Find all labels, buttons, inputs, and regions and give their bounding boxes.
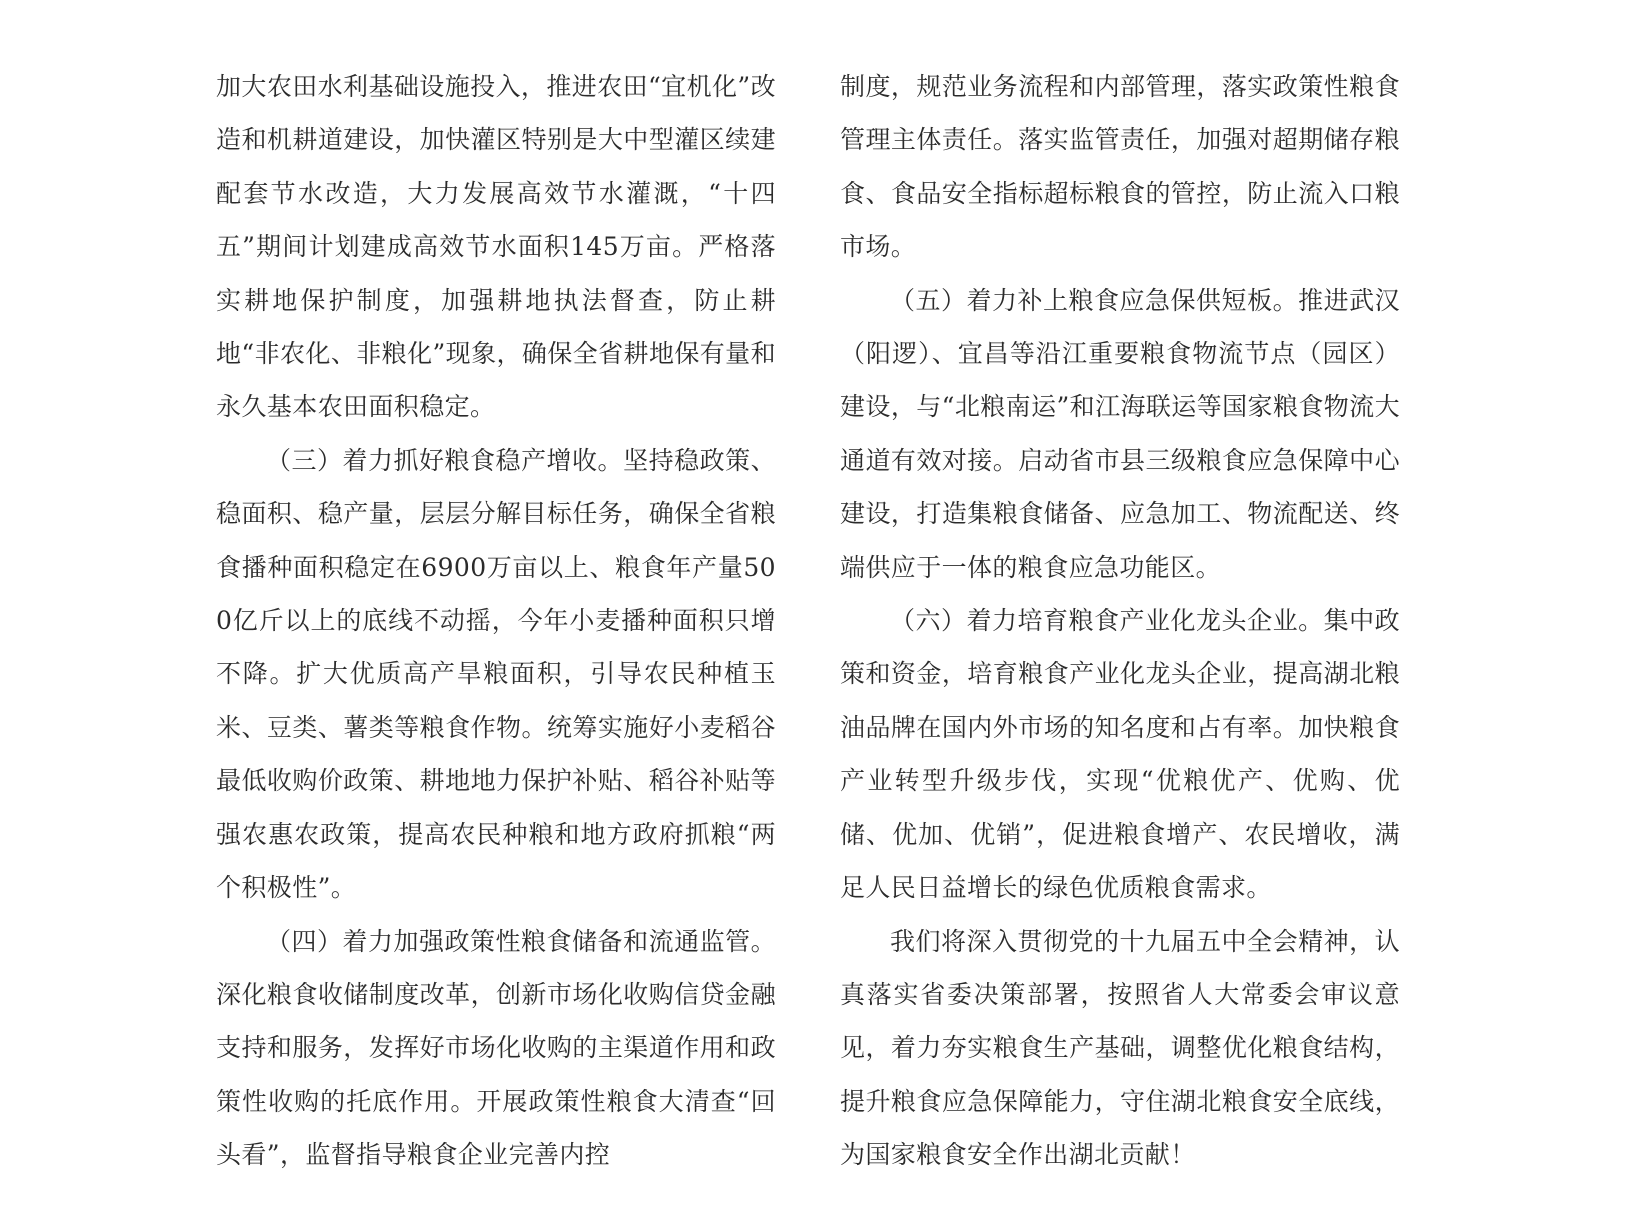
paragraph: （六）着力培育粮食产业化龙头企业。集中政策和资金，培育粮食产业化龙头企业，提高湖北粮油品牌在国内外市场的知名度和占有率。加快粮食产业转型升级步伐，实现“优粮优产、优购、优储、优加、优销”，促进粮食增产、农民增收，满足人民日益增长的绿色优质粮食需求。 (840, 606, 1400, 903)
text-column-right (840, 60, 1400, 1182)
paragraph: （四）着力加强政策性粮食储备和流通监管。深化粮食收储制度改革，创新市场化收购信贷金融支持和服务，发挥好市场化收购的主渠道作用和政策性收购的托底作用。开展政策性粮食大清查“回头看”，监督指导粮食企业完善内控 (216, 926, 776, 1170)
paragraph: （三）着力抓好粮食稳产增收。坚持稳政策、稳面积、稳产量，层层分解目标任务，确保全省粮食播种面积稳定在6900万亩以上、粮食年产量500亿斤以上的底线不动摇，今年小麦播种面积只增不降。扩大优质高产旱粮面积，引导农民种植玉米、豆类、薯类等粮食作物。统筹实施好小麦稻谷最低收购价政策、耕地地力保护补贴、稻谷补贴等强农惠农政策，提高农民种粮和地方政府抓粮“两个积极性”。 (216, 445, 776, 903)
paragraph: （五）着力补上粮食应急保供短板。推进武汉（阳逻）、宜昌等沿江重要粮食物流节点（园区）建设，与“北粮南运”和江海联运等国家粮食物流大通道有效对接。启动省市县三级粮食应急保障中心建设，打造集粮食储备、应急加工、物流配送、终端供应于一体的粮食应急功能区。 (840, 285, 1400, 582)
paragraph: 加大农田水利基础设施投入，推进农田“宜机化”改造和机耕道建设，加快灌区特别是大中型灌区续建配套节水改造，大力发展高效节水灌溉，“十四五”期间计划建成高效节水面积145万亩。严格落实耕地保护制度，加强耕地执法督查，防止耕地“非农化、非粮化”现象，确保全省耕地保有量和永久基本农田面积稳定。 (216, 72, 776, 422)
paragraph: 制度，规范业务流程和内部管理，落实政策性粮食管理主体责任。落实监管责任，加强对超期储存粮食、食品安全指标超标粮食的管控，防止流入口粮市场。 (840, 72, 1400, 262)
text-column-left (216, 60, 776, 1182)
paragraph: 我们将深入贯彻党的十九届五中全会精神，认真落实省委决策部署，按照省人大常委会审议意见，着力夯实粮食生产基础，调整优化粮食结构，提升粮食应急保障能力，守住湖北粮食安全底线，为国家粮食安全作出湖北贡献！ (840, 926, 1400, 1170)
